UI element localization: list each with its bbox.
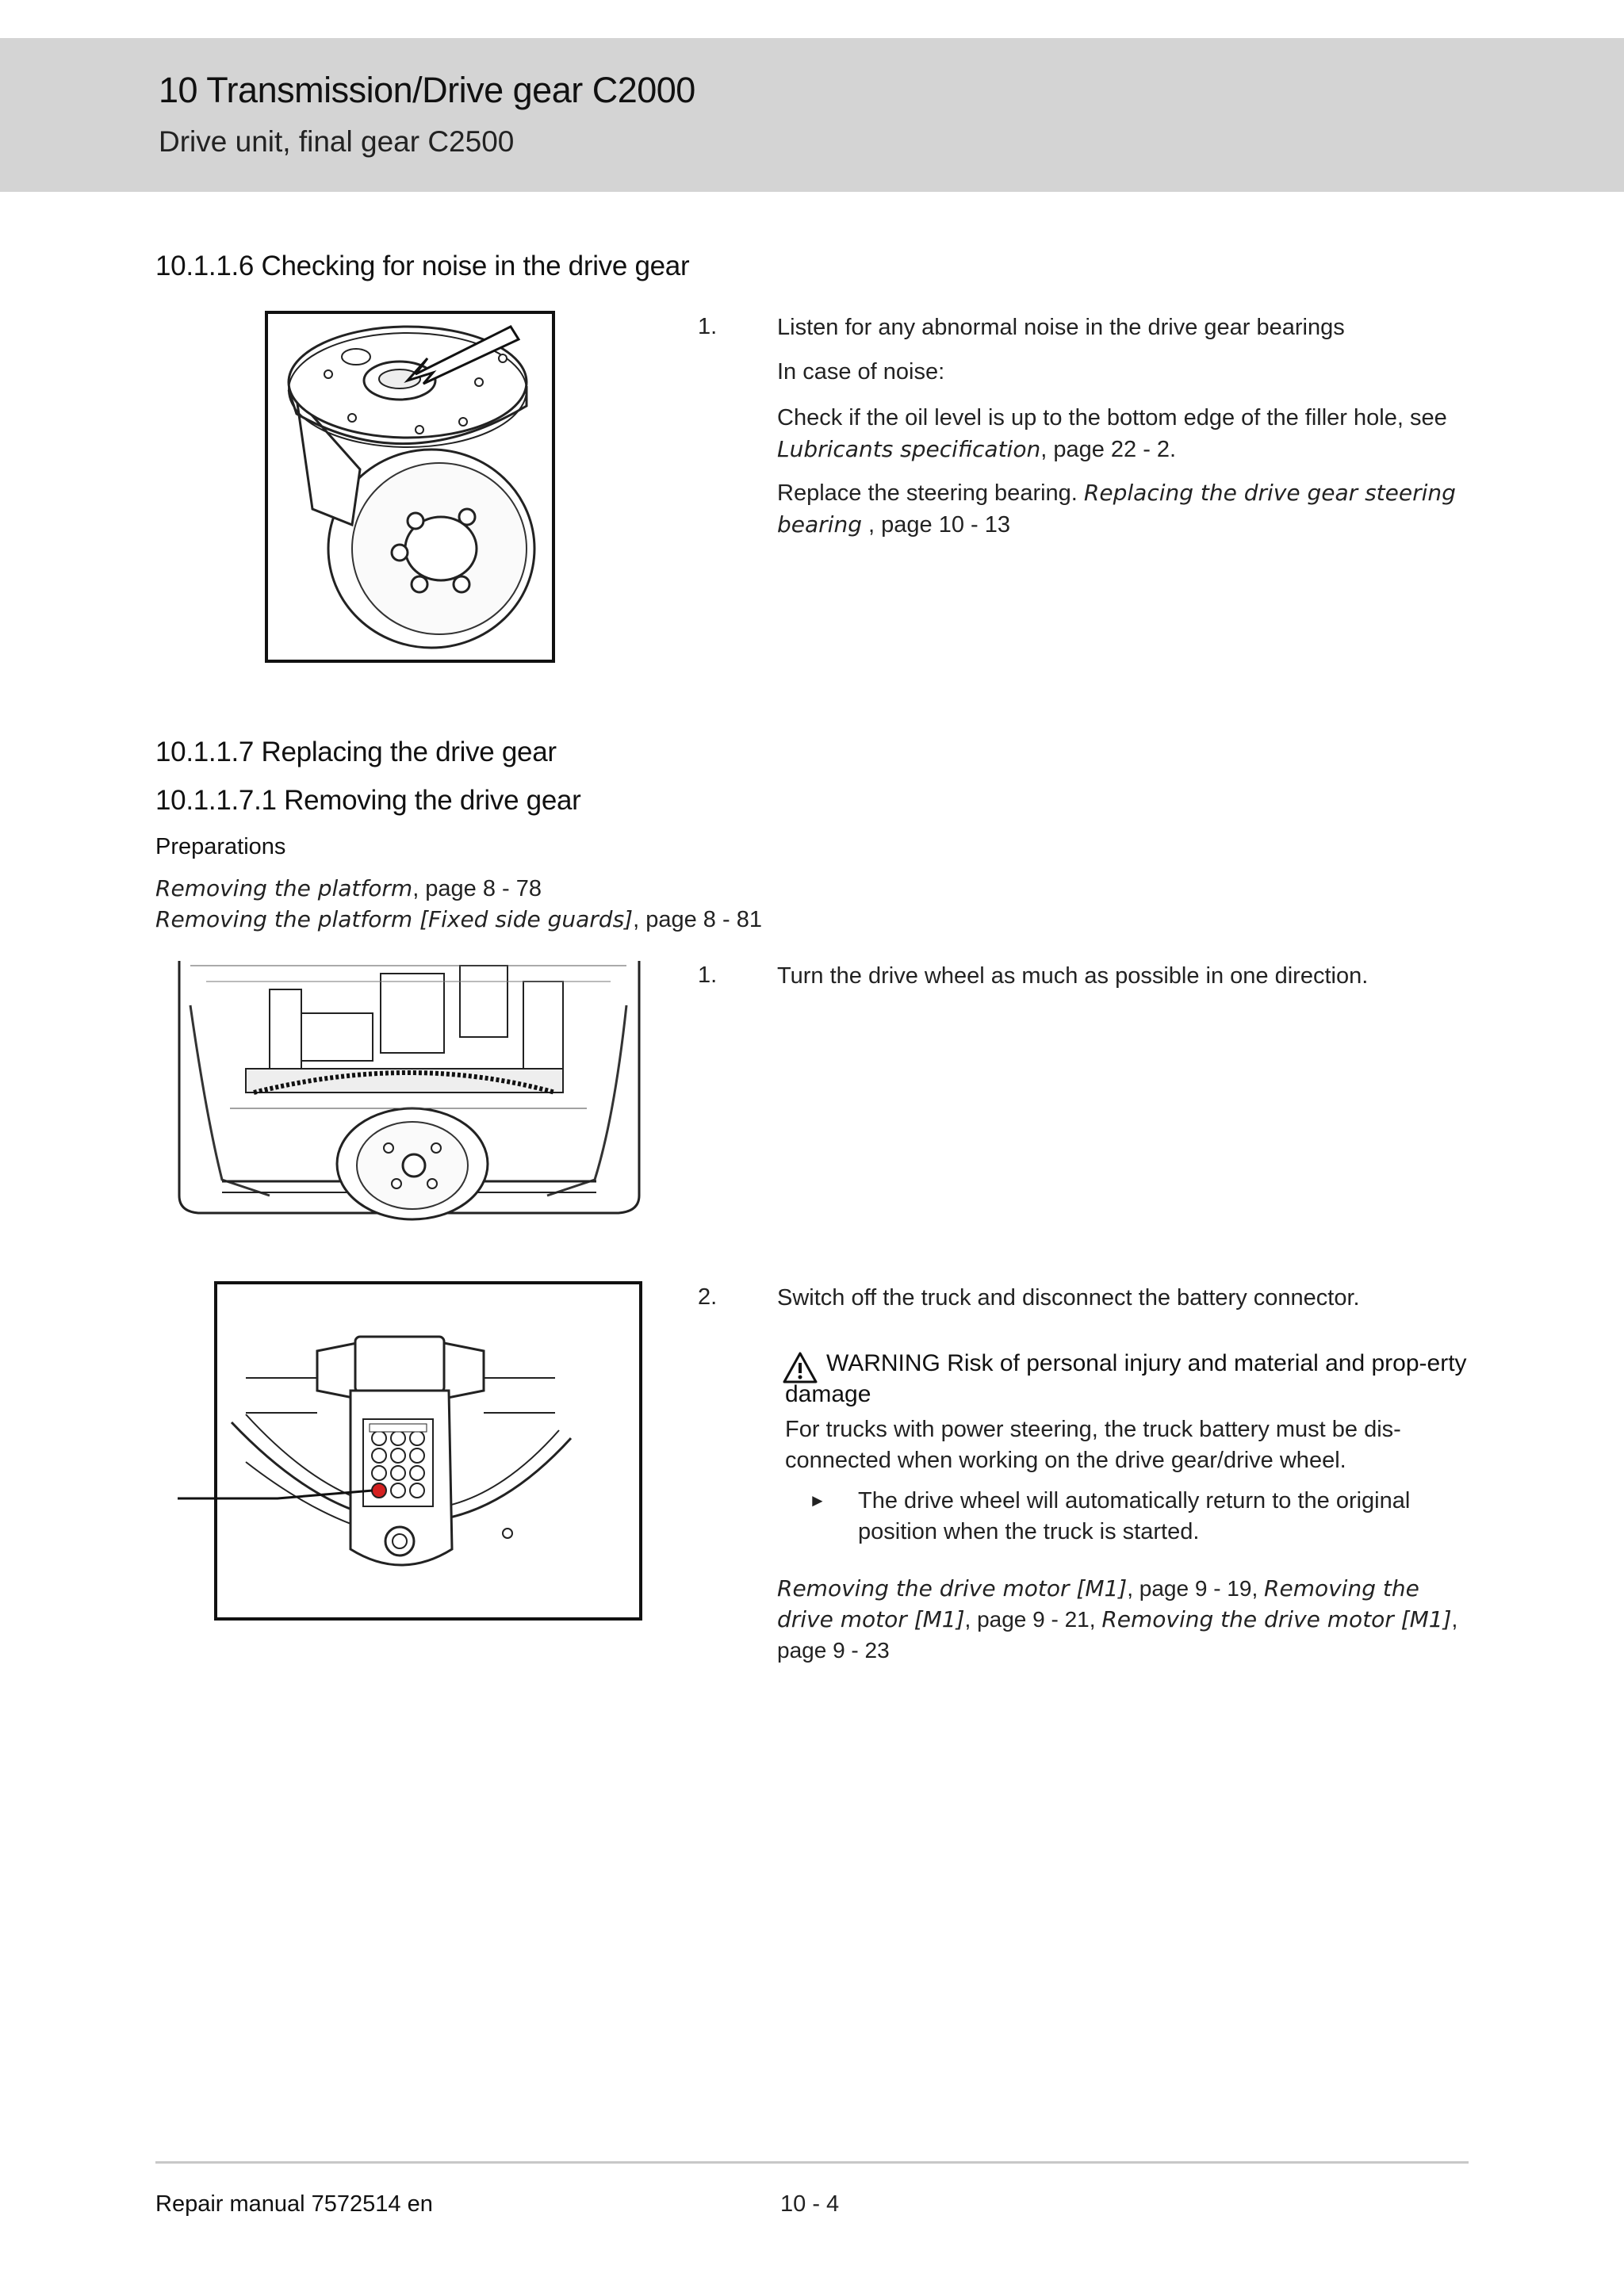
prep1-link[interactable]: Removing the platform	[155, 875, 413, 901]
motor-link-3[interactable]: Removing the drive motor [M1]	[1101, 1606, 1452, 1632]
chapter-title: 10 Transmission/Drive gear C2000	[159, 70, 695, 110]
replace-bearing-text	[777, 477, 1475, 541]
motor-refs	[777, 1573, 1475, 1666]
replace-page: , page 10 - 13	[861, 512, 1010, 538]
footer-rule	[155, 2161, 1469, 2164]
motor-link-2[interactable]: Removing the drive motor [M1]	[777, 1575, 1419, 1632]
check-oil-text	[777, 403, 1475, 465]
warning-body: For trucks with power steering, the truck battery must be dis-connected when working on the drive gear/drive wheel.	[785, 1417, 1401, 1473]
step-number-turn: 1.	[698, 962, 718, 988]
prep-ref-2	[155, 906, 762, 933]
prep2-link[interactable]: Removing the platform [Fixed side guards]	[155, 906, 634, 932]
footer-page-number: 10 - 4	[780, 2191, 840, 2217]
section-subheading-removing: 10.1.1.7.1 Removing the drive gear	[155, 785, 581, 816]
header-band	[0, 38, 1624, 192]
footer-manual-number: 7572514 en	[304, 2191, 433, 2217]
motor-page-1: , page 9 - 19,	[1127, 1576, 1265, 1601]
prep2-page: , page 8 - 81	[633, 907, 762, 932]
preparations-label: Preparations	[155, 834, 286, 859]
in-case-of-noise: In case of noise:	[777, 359, 945, 385]
prep1-page: , page 8 - 78	[412, 876, 542, 901]
drive-gear-figure	[265, 311, 555, 663]
chapter-subtitle: Drive unit, final gear C2500	[159, 125, 515, 158]
motor-page-2: , page 9 - 21,	[964, 1607, 1102, 1632]
bullet-text: The drive wheel will automatically return to the original position when the truck is started.	[858, 1488, 1411, 1544]
bullet-marker-icon: ►	[809, 1490, 826, 1510]
step-text-turn: Turn the drive wheel as much as possible in one direction.	[777, 963, 1369, 989]
section-heading-replacing: 10.1.1.7 Replacing the drive gear	[155, 737, 557, 767]
warning-title	[785, 1348, 1467, 1410]
step-text-noise: Listen for any abnormal noise in the drive gear bearings	[777, 315, 1345, 340]
step-number-switch-off: 2.	[698, 1284, 718, 1310]
check-oil-page: , page 22 - 2.	[1040, 437, 1177, 462]
replace-bearing-link[interactable]: Replacing the drive gear steering bearing	[777, 480, 1456, 538]
truck-chassis-figure	[174, 958, 644, 1229]
motor-link-1[interactable]: Removing the drive motor [M1]	[777, 1575, 1128, 1601]
battery-connector-figure	[174, 1280, 644, 1622]
lubricants-link[interactable]: Lubricants specification	[777, 436, 1041, 462]
prep-ref-1	[155, 875, 542, 902]
footer-manual-label: Repair manual	[155, 2191, 305, 2217]
replace-prefix: Replace the steering bearing.	[777, 480, 1084, 506]
footer-manual	[155, 2191, 433, 2218]
step-number-noise: 1.	[698, 314, 718, 339]
warning-title-text: WARNING Risk of personal injury and material and prop-erty damage	[785, 1350, 1467, 1407]
section-heading-noise: 10.1.1.6 Checking for noise in the drive gear	[155, 251, 690, 281]
motor-page-3: , page 9 - 23	[777, 1607, 1458, 1663]
check-oil-prefix: Check if the oil level is up to the bottom edge of the filler hole, see	[777, 405, 1447, 430]
step-text-switch-off: Switch off the truck and disconnect the battery connector.	[777, 1285, 1360, 1311]
